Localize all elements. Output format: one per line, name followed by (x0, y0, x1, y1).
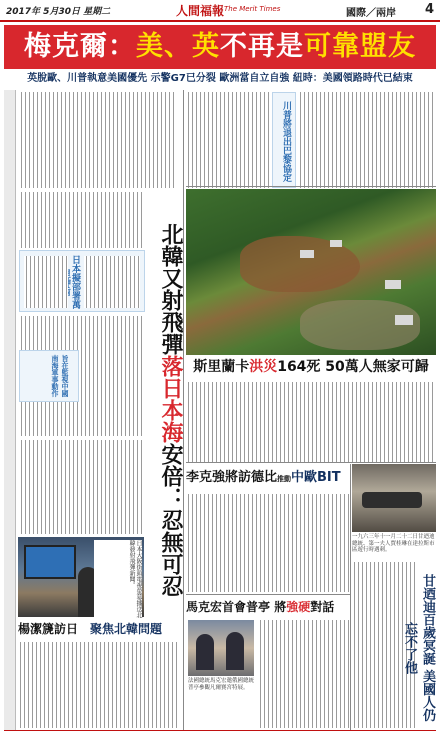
macron-headline-part: 對話 (310, 600, 335, 614)
flood-headline-part: 斯里蘭卡 (193, 359, 250, 375)
jfk-photo (352, 464, 436, 532)
article-text-block (24, 256, 68, 308)
flood-headline (186, 355, 436, 379)
li-headline-small: 推動 (277, 475, 292, 483)
yang-headline-part: 楊潔篪訪日 (18, 622, 79, 636)
newspaper-logo-english: The Merit Times (224, 5, 281, 13)
macron-photo (188, 620, 254, 676)
column-divider (350, 464, 351, 730)
macron-headline-part: 馬克宏首會普亭 (186, 600, 271, 614)
li-headline (186, 464, 350, 492)
jfk-headline: 甘迺迪百歲冥誕 美國人仍忘不了他 (402, 574, 435, 722)
yang-headline-part: 聚焦北韓問題 (90, 622, 163, 636)
flood-headline-highlight: 洪災 (249, 359, 278, 375)
main-headline-highlight: 美、英 (136, 31, 220, 62)
row-divider (186, 186, 436, 187)
article-text-block (84, 256, 140, 308)
main-headline-highlight: 可靠盟友 (304, 31, 416, 62)
article-text-block (258, 620, 350, 728)
main-subheadline: 英脫歐、川普執意美國優先 示警G7已分裂 歐洲當自立自強 紐時：美國領路時代已結束 (27, 73, 413, 84)
issue-date: 2017年 5月30日 星期二 (6, 7, 111, 17)
korea-headline-part: 安倍：忍無可忍 (158, 443, 183, 597)
person-silhouette (196, 634, 214, 670)
section-title: 國際／兩岸 (346, 8, 396, 19)
main-headline (4, 25, 436, 69)
inset-headline: 日本擬部署萬 (70, 255, 80, 309)
house (330, 240, 342, 247)
korea-headline-part: 北韓又射飛彈 (158, 223, 183, 355)
photo-caption: 日本大阪街頭電視螢幕播送北韓發射飛彈新聞。 (94, 540, 142, 620)
korea-headline-highlight: 落日本海 (158, 355, 183, 443)
inset-subheadline: 旨在監視中國南海軍事動作 (51, 355, 69, 397)
house (395, 315, 413, 325)
article-text-block (18, 642, 178, 728)
main-headline-part: 梅克爾： (24, 31, 136, 62)
macron-headline (186, 596, 350, 618)
article-text-block (19, 192, 145, 248)
article-text-block (186, 494, 350, 592)
newspaper-logo: 人間福報 (176, 4, 225, 18)
person-silhouette (226, 632, 244, 670)
article-text-block (186, 382, 436, 462)
yang-headline (18, 618, 178, 640)
main-headline-part: 不再是 (220, 31, 304, 62)
sidebar-headline: 川普將退出巴黎協定 (281, 100, 291, 182)
flood-headline-part: 164死 50萬人無家可歸 (277, 359, 429, 375)
page-edge-strip (4, 90, 16, 730)
house (385, 280, 401, 289)
photo-caption: 法國總統馬克宏邀俄國總統普亭參觀凡爾賽宮特展。 (188, 678, 255, 691)
article-text-block (19, 440, 145, 534)
row-divider (186, 462, 436, 463)
flood-water (300, 300, 420, 350)
article-text-block (19, 92, 177, 188)
sidebar-box (19, 350, 79, 402)
page-number: 4 (425, 2, 435, 17)
li-headline-part: 中歐BIT (291, 470, 341, 485)
macron-headline-part: 將 (274, 600, 287, 614)
photo-caption: 一九六三年十一月二十二日甘迺迪總統、第一夫人賈桂琳在達拉斯市區遊行時遇刺。 (352, 534, 435, 553)
li-headline-part: 李克強將訪德比 (186, 470, 278, 485)
car (362, 492, 422, 508)
row-divider (186, 594, 350, 595)
article-text-block (186, 92, 270, 188)
footer-rule (4, 730, 436, 731)
house (300, 250, 314, 258)
column-divider (183, 90, 184, 730)
macron-headline-highlight: 強硬 (286, 600, 311, 614)
tv-screen (24, 545, 76, 579)
article-text-block (298, 92, 436, 188)
korea-headline (149, 190, 183, 630)
